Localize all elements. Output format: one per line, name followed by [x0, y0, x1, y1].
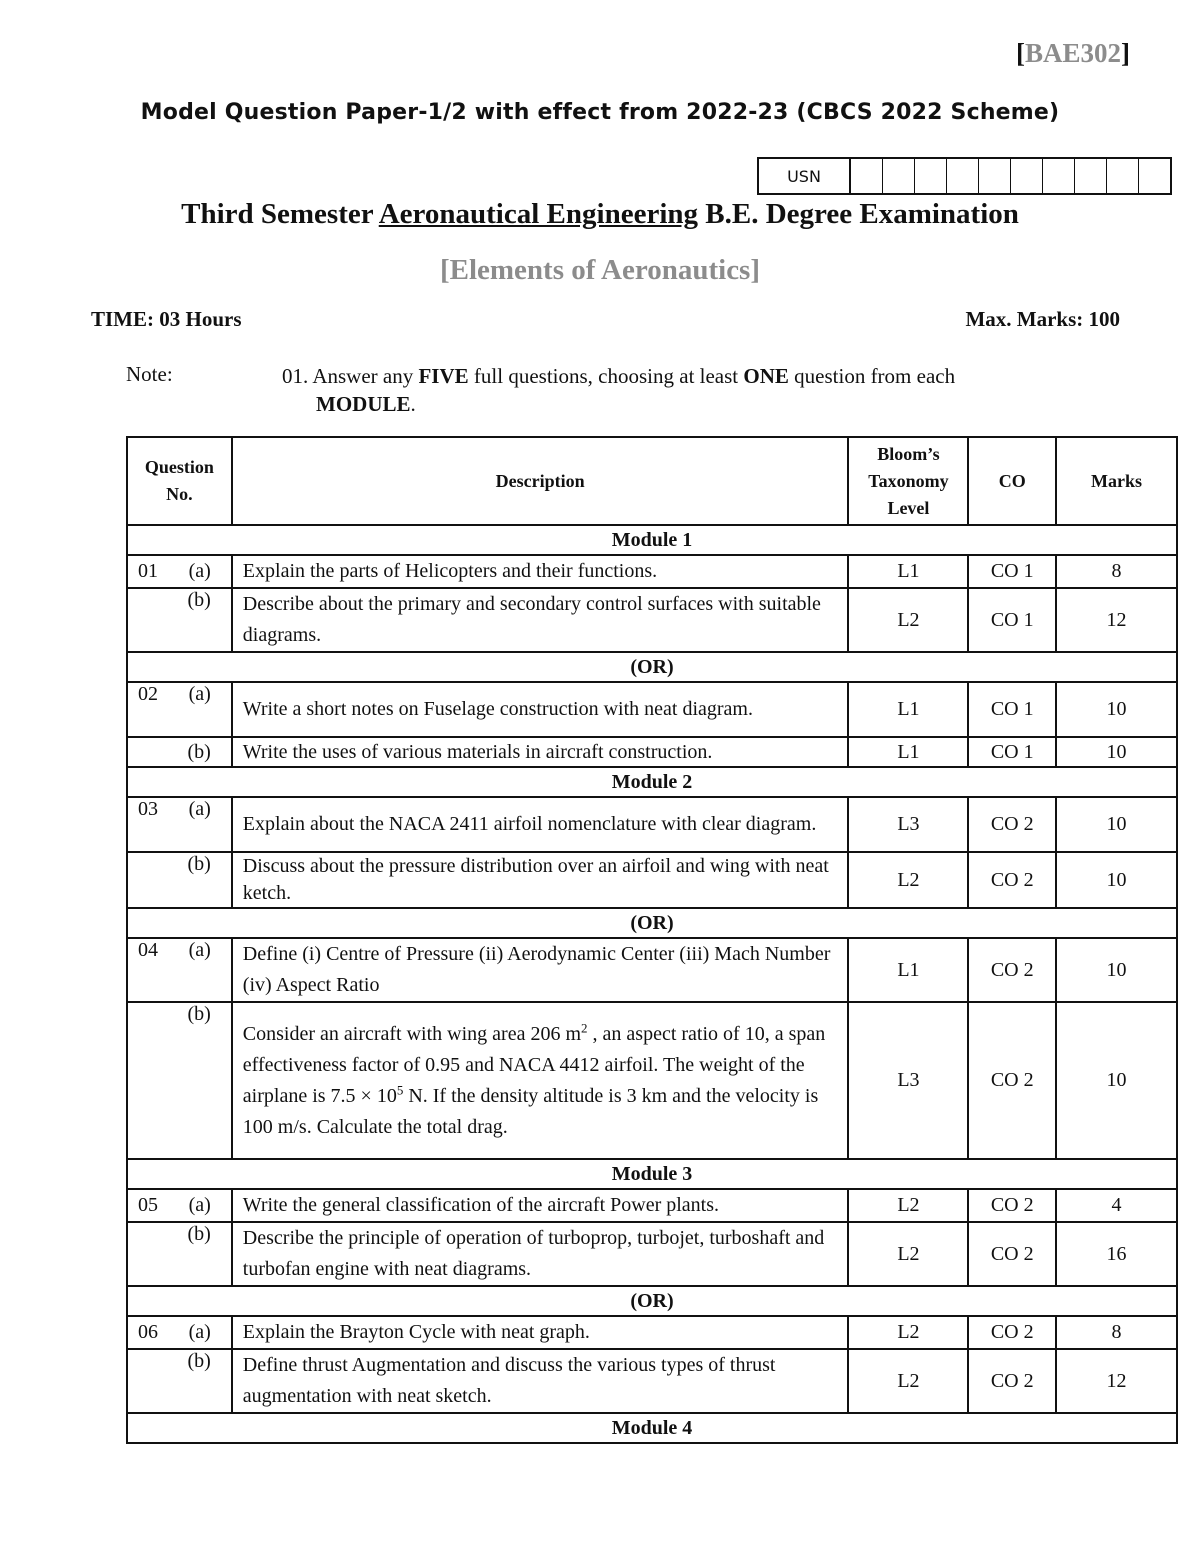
note-text: 01. Answer any FIVE full questions, choosing at least ONE question from each MODULE.: [282, 364, 956, 416]
blooms-level: L2: [848, 1222, 968, 1286]
module-heading: Module 2: [127, 767, 1177, 797]
question-number: 02 (a): [127, 682, 232, 737]
question-number: (b): [127, 852, 232, 908]
question-number: 03 (a): [127, 797, 232, 852]
question-description: Discuss about the pressure distribution over an airfoil and wing with neat ketch.: [232, 852, 849, 908]
marks-value: 12: [1056, 1349, 1177, 1413]
header-blooms-level: Bloom’s Taxonomy Level: [848, 437, 968, 525]
question-description: Explain the Brayton Cycle with neat graph.: [232, 1316, 849, 1349]
question-description: Describe the principle of operation of turboprop, turbojet, turboshaft and turbofan engine with neat diagrams.: [232, 1222, 849, 1286]
header-co: CO: [968, 437, 1056, 525]
marks-value: 12: [1056, 588, 1177, 652]
question-table: [126, 436, 1178, 1444]
subject-title: [Elements of Aeronautics]: [439, 254, 761, 286]
blooms-level: L1: [848, 682, 968, 737]
table-row: [127, 1002, 1177, 1159]
table-row: [127, 588, 1177, 652]
question-number: 01 (a): [127, 555, 232, 588]
question-description: Consider an aircraft with wing area 206 $m^2$ , an aspect ratio of 10, a span effectiveness factor of 0.95 and NACA 4412 airfoil. The weight of the airplane is $7.5 \times 10^5$ N. If the density altitude is 3 km and the velocity is 100 m/s. Calculate the total drag.: [232, 1002, 849, 1159]
question-description: Explain the parts of Helicopters and their functions.: [232, 555, 849, 588]
blooms-level: L1: [848, 737, 968, 767]
or-row: [127, 908, 1177, 938]
blooms-level: L3: [848, 1002, 968, 1159]
header-question-no: Question No.: [127, 437, 232, 525]
course-outcome: CO 2: [968, 1316, 1056, 1349]
marks-value: 8: [1056, 1316, 1177, 1349]
marks-value: 8: [1056, 555, 1177, 588]
max-marks: Max. Marks: 100: [965, 307, 1120, 331]
course-outcome: CO 1: [968, 682, 1056, 737]
course-outcome: CO 1: [968, 588, 1056, 652]
exam-suffix: B.E. Degree Examination: [698, 198, 1019, 230]
exam-prefix: Third Semester: [181, 198, 379, 230]
note-label: Note:: [126, 362, 173, 386]
usn-label: USN: [759, 159, 851, 193]
question-description: Describe about the primary and secondary control surfaces with suitable diagrams.: [232, 588, 849, 652]
marks-value: 10: [1056, 737, 1177, 767]
table-row: [127, 1349, 1177, 1413]
marks-value: 10: [1056, 938, 1177, 1002]
table-row: [127, 1222, 1177, 1286]
course-outcome: CO 2: [968, 852, 1056, 908]
paper-title: Model Question Paper-1/2 with effect from 2022-23 (CBCS 2022 Scheme): [140, 100, 1060, 125]
marks-value: 10: [1056, 852, 1177, 908]
table-row: [127, 737, 1177, 767]
exam-time: TIME: 03 Hours: [91, 307, 242, 331]
table-row: [127, 555, 1177, 588]
course-outcome: CO 2: [968, 1349, 1056, 1413]
blooms-level: L2: [848, 1316, 968, 1349]
question-number: (b): [127, 1349, 232, 1413]
table-row: [127, 797, 1177, 852]
question-number: 04 (a): [127, 938, 232, 1002]
usn-box: [757, 157, 1172, 195]
course-outcome: CO 2: [968, 1222, 1056, 1286]
question-description: Write the general classification of the aircraft Power plants.: [232, 1189, 849, 1222]
module-heading: Module 1: [127, 525, 1177, 555]
usn-cell: [1139, 159, 1170, 193]
usn-cell: [1043, 159, 1075, 193]
table-row: [127, 1316, 1177, 1349]
code-bracket-open: [: [1015, 38, 1025, 68]
module-row: [127, 767, 1177, 797]
marks-value: 10: [1056, 797, 1177, 852]
course-outcome: CO 1: [968, 737, 1056, 767]
usn-cell: [851, 159, 883, 193]
question-number: (b): [127, 1222, 232, 1286]
usn-cell: [979, 159, 1011, 193]
usn-cell: [1107, 159, 1139, 193]
blooms-level: L2: [848, 852, 968, 908]
code-bracket-close: ]: [1121, 38, 1130, 68]
or-separator: (OR): [127, 908, 1177, 938]
or-separator: (OR): [127, 652, 1177, 682]
course-outcome: CO 2: [968, 1002, 1056, 1159]
exam-department: Aeronautical Engineering: [378, 198, 699, 230]
course-outcome: CO 2: [968, 1189, 1056, 1222]
question-description: Define thrust Augmentation and discuss the various types of thrust augmentation with neat sketch.: [232, 1349, 849, 1413]
question-number: (b): [127, 588, 232, 652]
usn-cell: [947, 159, 979, 193]
question-description: Define (i) Centre of Pressure (ii) Aerodynamic Center (iii) Mach Number (iv) Aspect Ratio: [232, 938, 849, 1002]
usn-cell: [1075, 159, 1107, 193]
question-description: Write a short notes on Fuselage construction with neat diagram.: [232, 682, 849, 737]
marks-value: 16: [1056, 1222, 1177, 1286]
question-number: (b): [127, 737, 232, 767]
usn-cell: [915, 159, 947, 193]
table-row: [127, 938, 1177, 1002]
header-description: Description: [232, 437, 849, 525]
module-heading: Module 3: [127, 1159, 1177, 1189]
usn-cell: [883, 159, 915, 193]
blooms-level: L2: [848, 1349, 968, 1413]
course-outcome: CO 2: [968, 938, 1056, 1002]
question-description: Write the uses of various materials in aircraft construction.: [232, 737, 849, 767]
blooms-level: L2: [848, 588, 968, 652]
blooms-level: L2: [848, 1189, 968, 1222]
table-row: [127, 1189, 1177, 1222]
marks-value: 10: [1056, 682, 1177, 737]
subject-code: [1016, 38, 1130, 69]
or-row: [127, 1286, 1177, 1316]
table-row: [127, 682, 1177, 737]
module-heading: Module 4: [127, 1413, 1177, 1443]
blooms-level: L3: [848, 797, 968, 852]
blooms-level: L1: [848, 938, 968, 1002]
code-text: BAE302: [1024, 38, 1121, 68]
course-outcome: CO 1: [968, 555, 1056, 588]
question-number: 06 (a): [127, 1316, 232, 1349]
exam-title: [0, 198, 1200, 231]
header-marks: Marks: [1056, 437, 1177, 525]
module-row: [127, 1159, 1177, 1189]
or-separator: (OR): [127, 1286, 1177, 1316]
course-outcome: CO 2: [968, 797, 1056, 852]
table-header-row: [127, 437, 1177, 525]
question-number: 05 (a): [127, 1189, 232, 1222]
question-number: (b): [127, 1002, 232, 1159]
module-row: [127, 1413, 1177, 1443]
or-row: [127, 652, 1177, 682]
marks-value: 4: [1056, 1189, 1177, 1222]
marks-value: 10: [1056, 1002, 1177, 1159]
table-row: [127, 852, 1177, 908]
question-description: Explain about the NACA 2411 airfoil nomenclature with clear diagram.: [232, 797, 849, 852]
blooms-level: L1: [848, 555, 968, 588]
usn-cell: [1011, 159, 1043, 193]
module-row: [127, 525, 1177, 555]
